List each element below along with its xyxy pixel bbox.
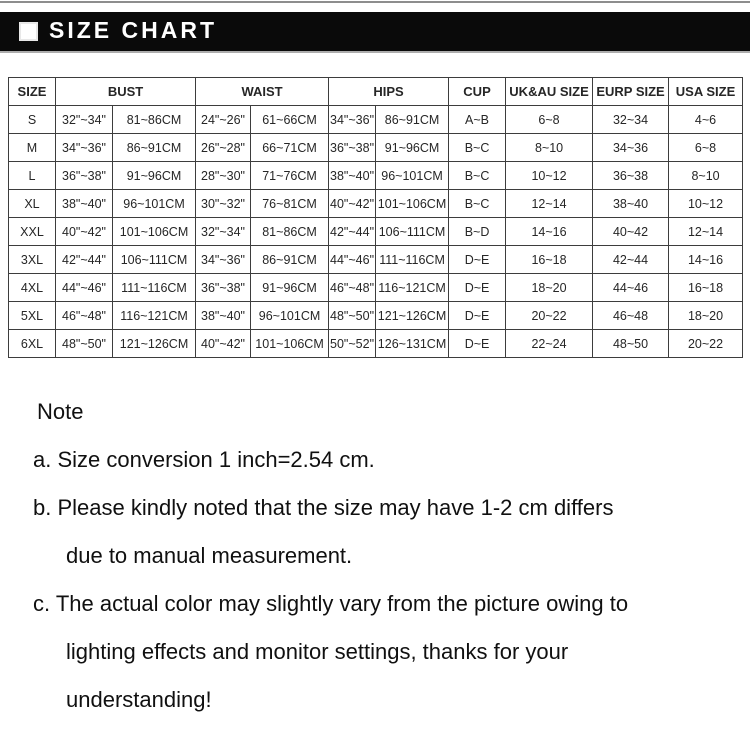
table-cell: 36~38 [593,162,669,190]
table-cell: 91~96CM [251,274,329,302]
table-cell: 42"~44" [56,246,113,274]
table-cell: 20~22 [669,330,743,358]
table-cell: 50"~52" [329,330,376,358]
table-row [9,190,743,218]
table-cell: 22~24 [506,330,593,358]
table-cell: 48"~50" [56,330,113,358]
table-cell: 91~96CM [113,162,196,190]
table-cell: 46"~48" [329,274,376,302]
table-cell: 38"~40" [329,162,376,190]
table-cell: 86~91CM [376,106,449,134]
table-cell: 44~46 [593,274,669,302]
table-cell: 40"~42" [196,330,251,358]
table-cell: 34"~36" [56,134,113,162]
square-bullet-icon [19,22,38,41]
table-cell: 111~116CM [113,274,196,302]
table-cell: 4XL [9,274,56,302]
table-cell: 96~101CM [376,162,449,190]
table-cell: XXL [9,218,56,246]
table-cell: 111~116CM [376,246,449,274]
table-cell: 76~81CM [251,190,329,218]
table-cell: 71~76CM [251,162,329,190]
table-row [9,330,743,358]
notes-section [33,388,733,724]
table-cell: 48"~50" [329,302,376,330]
size-table-body [9,106,743,358]
table-row [9,302,743,330]
table-cell: 106~111CM [376,218,449,246]
note-line: b. Please kindly noted that the size may have 1-2 cm differs [33,495,614,520]
table-cell: D~E [449,274,506,302]
table-cell: 36"~38" [56,162,113,190]
table-cell: 38"~40" [56,190,113,218]
table-cell: 42"~44" [329,218,376,246]
note-line: c. The actual color may slightly vary from the picture owing to [33,591,629,616]
table-cell: 6~8 [669,134,743,162]
note-lines [33,436,733,724]
col-header-usa-size: USA SIZE [669,78,743,106]
col-header-eurp-size: EURP SIZE [593,78,669,106]
table-cell: 101~106CM [376,190,449,218]
table-row [9,106,743,134]
table-cell: 32"~34" [196,218,251,246]
table-cell: 121~126CM [376,302,449,330]
table-cell: 14~16 [506,218,593,246]
table-cell: 12~14 [669,218,743,246]
table-row [9,134,743,162]
table-cell: S [9,106,56,134]
table-cell: 24"~26" [196,106,251,134]
table-cell: 126~131CM [376,330,449,358]
table-cell: 16~18 [506,246,593,274]
table-cell: D~E [449,246,506,274]
table-cell: 5XL [9,302,56,330]
table-cell: 116~121CM [113,302,196,330]
table-cell: 40~42 [593,218,669,246]
table-cell: 96~101CM [251,302,329,330]
table-cell: 6~8 [506,106,593,134]
table-row [9,246,743,274]
col-header-size: SIZE [9,78,56,106]
table-cell: 38"~40" [196,302,251,330]
col-header-cup: CUP [449,78,506,106]
table-cell: 40"~42" [329,190,376,218]
table-cell: B~D [449,218,506,246]
table-cell: 81~86CM [113,106,196,134]
table-cell: 32"~34" [56,106,113,134]
table-cell: 121~126CM [113,330,196,358]
table-cell: B~C [449,134,506,162]
table-cell: 18~20 [506,274,593,302]
table-cell: 4~6 [669,106,743,134]
table-cell: 44"~46" [56,274,113,302]
note-line: lighting effects and monitor settings, thanks for your [66,639,569,664]
table-cell: L [9,162,56,190]
table-cell: 12~14 [506,190,593,218]
table-cell: B~C [449,162,506,190]
table-cell: 36"~38" [329,134,376,162]
table-cell: 46~48 [593,302,669,330]
table-cell: M [9,134,56,162]
note-line: understanding! [66,687,212,712]
table-cell: 10~12 [506,162,593,190]
table-row [9,218,743,246]
table-cell: 46"~48" [56,302,113,330]
table-cell: 32~34 [593,106,669,134]
table-cell: 101~106CM [113,218,196,246]
size-table [8,77,743,358]
table-cell: 34"~36" [329,106,376,134]
table-cell: 42~44 [593,246,669,274]
table-cell: 96~101CM [113,190,196,218]
table-cell: 14~16 [669,246,743,274]
table-cell: 36"~38" [196,274,251,302]
table-cell: A~B [449,106,506,134]
table-cell: 10~12 [669,190,743,218]
table-cell: 40"~42" [56,218,113,246]
table-cell: 86~91CM [251,246,329,274]
table-cell: 116~121CM [376,274,449,302]
notes-heading: Note [37,399,84,424]
page-title: SIZE CHART [49,17,217,43]
table-cell: 26"~28" [196,134,251,162]
table-cell: 34"~36" [196,246,251,274]
table-cell: 20~22 [506,302,593,330]
table-cell: 44"~46" [329,246,376,274]
table-header-row [9,78,743,106]
title-bar [0,12,750,53]
table-cell: 8~10 [506,134,593,162]
table-cell: 3XL [9,246,56,274]
table-cell: 61~66CM [251,106,329,134]
note-line: due to manual measurement. [66,543,353,568]
table-cell: 91~96CM [376,134,449,162]
table-cell: 8~10 [669,162,743,190]
note-line: a. Size conversion 1 inch=2.54 cm. [33,447,375,472]
table-cell: 81~86CM [251,218,329,246]
col-header-bust: BUST [56,78,196,106]
table-cell: 30"~32" [196,190,251,218]
table-cell: 86~91CM [113,134,196,162]
table-cell: XL [9,190,56,218]
table-cell: 48~50 [593,330,669,358]
table-cell: 101~106CM [251,330,329,358]
table-cell: 38~40 [593,190,669,218]
table-cell: 34~36 [593,134,669,162]
table-row [9,274,743,302]
table-cell: 18~20 [669,302,743,330]
table-cell: 106~111CM [113,246,196,274]
table-cell: 6XL [9,330,56,358]
table-cell: B~C [449,190,506,218]
table-cell: 66~71CM [251,134,329,162]
table-cell: 16~18 [669,274,743,302]
table-cell: D~E [449,330,506,358]
col-header-ukau-size: UK&AU SIZE [506,78,593,106]
top-divider [0,1,750,3]
table-cell: D~E [449,302,506,330]
col-header-hips: HIPS [329,78,449,106]
table-cell: 28"~30" [196,162,251,190]
table-row [9,162,743,190]
col-header-waist: WAIST [196,78,329,106]
